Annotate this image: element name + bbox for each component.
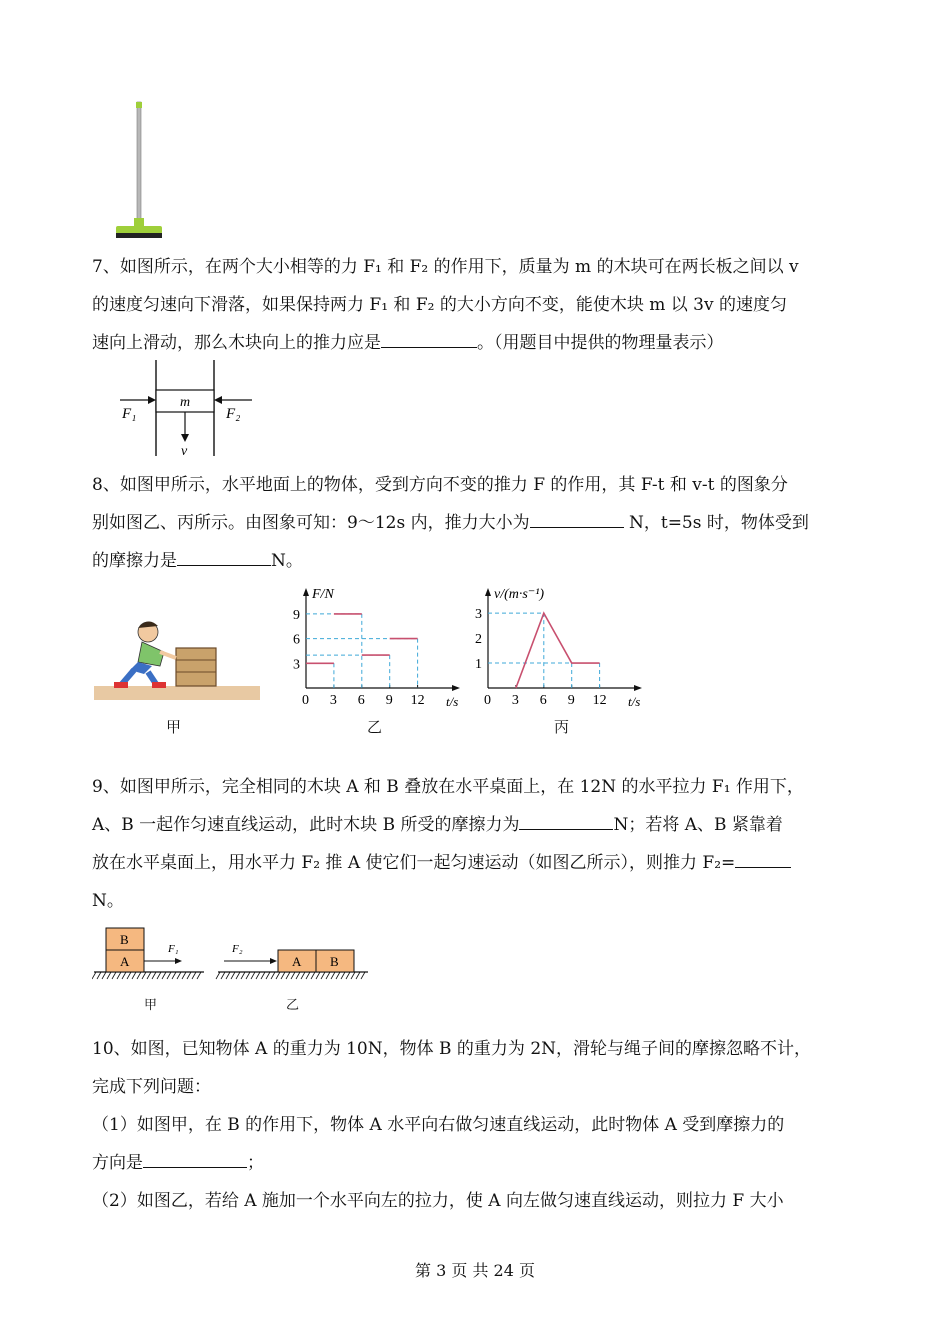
caption-jia: 甲	[144, 998, 158, 1013]
ground-hatch	[182, 972, 186, 979]
ground-hatch	[326, 972, 330, 979]
q10-line: （2）如图乙，若给 A 施加一个水平向左的拉力，使 A 向左做匀速直线运动，则拉力 F 大小	[92, 1191, 784, 1211]
q7-tail: 。（用题目中提供的物理量表示）	[477, 333, 724, 353]
ground-hatch	[241, 972, 245, 979]
y-axis-label: v/(m·s⁻¹)	[494, 587, 545, 602]
q10-line: ；	[247, 1153, 264, 1173]
q10-line: 10、如图，已知物体 A 的重力为 10N，物体 B 的重力为 2N，滑轮与绳子间的摩擦忽略不计，	[92, 1039, 812, 1059]
y-tick-label: 2	[475, 632, 482, 648]
x-tick-label: 9	[567, 693, 575, 708]
q10-line: 完成下列问题：	[92, 1077, 211, 1097]
y-axis-arrow	[485, 588, 491, 596]
ground-hatch	[147, 972, 151, 979]
x-tick-label: 3	[329, 693, 337, 708]
ground-hatch	[122, 972, 126, 979]
block-b-label: B	[330, 954, 339, 969]
q8-line: 8、如图甲所示，水平地面上的物体，受到方向不变的推力 F 的作用，其 F-t 和 v-t 的图象分	[92, 475, 788, 495]
block-b-label: B	[120, 932, 129, 947]
q10-line: 方向是	[92, 1153, 143, 1173]
ground-hatch	[177, 972, 181, 979]
q9-line: 放在水平桌面上，用水平力 F₂ 推 A 使它们一起匀速运动（如图乙所示），则推力 F₂=	[92, 853, 736, 873]
ground-hatch	[361, 972, 365, 979]
ground-hatch	[152, 972, 156, 979]
velocity-line	[516, 613, 600, 688]
ground-hatch	[276, 972, 280, 979]
ground-hatch	[226, 972, 230, 979]
x-tick-label: 0	[484, 693, 491, 708]
question-8	[92, 466, 860, 580]
block-a-label: A	[292, 954, 302, 969]
q7-line: 的速度匀速向下滑落，如果保持两力 F₁ 和 F₂ 的大小方向不变，能使木块 m 以 3v 的速度匀	[92, 295, 787, 315]
q8-line: 的摩擦力是	[92, 551, 177, 571]
ground-hatch	[261, 972, 265, 979]
x-axis-arrow	[452, 685, 460, 691]
q9-figure	[92, 924, 382, 988]
q8-line: N，t=5s 时，物体受到	[623, 513, 809, 533]
q7-mass-label: m	[180, 395, 191, 410]
q8-line: 别如图乙、丙所示。由图象可知：9～12s 内，推力大小为	[92, 513, 530, 533]
q8-pushing-illustration	[94, 608, 260, 702]
q7-f1-label: F₁	[122, 406, 137, 422]
y-axis-label: F/N	[312, 587, 334, 602]
answer-blank[interactable]	[530, 505, 624, 528]
broom-image	[110, 100, 170, 242]
vt-chart	[470, 582, 650, 712]
ground-hatch	[291, 972, 295, 979]
ground-hatch	[117, 972, 121, 979]
f1-label: F₁	[168, 943, 179, 955]
x-tick-label: 0	[302, 693, 309, 708]
y-tick-label: 6	[293, 632, 300, 648]
q8-line: N。	[271, 551, 303, 571]
ground-hatch	[281, 972, 285, 979]
ground-hatch	[316, 972, 320, 979]
caption-bing: 丙	[554, 718, 570, 736]
y-tick-label: 1	[475, 657, 482, 673]
answer-blank[interactable]	[177, 543, 271, 566]
f2-label: F₂	[232, 943, 243, 955]
ground-hatch	[216, 972, 220, 979]
ground-hatch	[356, 972, 360, 979]
answer-blank[interactable]	[381, 325, 477, 348]
ft-chart	[288, 582, 468, 712]
y-axis-arrow	[303, 588, 309, 596]
caption-yi: 乙	[286, 998, 300, 1013]
q9-line: 9、如图甲所示，完全相同的木块 A 和 B 叠放在水平桌面上，在 12N 的水平拉力 F₁ 作用下，	[92, 777, 804, 797]
ground-hatch	[97, 972, 101, 979]
ground-hatch	[286, 972, 290, 979]
ground-hatch	[341, 972, 345, 979]
ground-hatch	[127, 972, 131, 979]
ground-hatch	[187, 972, 191, 979]
ground-hatch	[102, 972, 106, 979]
ground-hatch	[236, 972, 240, 979]
ground-hatch	[157, 972, 161, 979]
y-tick-label: 3	[293, 657, 300, 673]
answer-blank[interactable]	[143, 1145, 247, 1168]
answer-blank[interactable]	[735, 845, 791, 868]
q9-line: A、B 一起作匀速直线运动，此时木块 B 所受的摩擦力为	[92, 815, 520, 835]
ground-hatch	[167, 972, 171, 979]
q7-line: 7、如图所示，在两个大小相等的力 F₁ 和 F₂ 的作用下，质量为 m 的木块可在两长板之间以 v	[92, 257, 799, 277]
ground-hatch	[221, 972, 225, 979]
ground-hatch	[92, 972, 96, 979]
q9-line: N。	[92, 891, 124, 911]
ground-hatch	[346, 972, 350, 979]
ground-hatch	[142, 972, 146, 979]
q7-line: 速向上滑动，那么木块向上的推力应是	[92, 333, 381, 353]
ground-hatch	[266, 972, 270, 979]
x-tick-label: 6	[539, 693, 547, 708]
x-axis-label: t/s	[628, 694, 641, 709]
ground-hatch	[331, 972, 335, 979]
ground-hatch	[246, 972, 250, 979]
caption-jia: 甲	[166, 718, 182, 736]
ground-hatch	[301, 972, 305, 979]
ground-hatch	[192, 972, 196, 979]
ground-hatch	[172, 972, 176, 979]
ground-hatch	[311, 972, 315, 979]
answer-blank[interactable]	[519, 807, 613, 830]
q10-line: （1）如图甲，在 B 的作用下，物体 A 水平向右做匀速直线运动，此时物体 A 受到摩擦力的	[92, 1115, 785, 1135]
q9-line: N；若将 A、B 紧靠着	[613, 815, 783, 835]
ground-hatch	[162, 972, 166, 979]
y-tick-label: 3	[475, 607, 482, 623]
x-tick-label: 6	[357, 693, 365, 708]
ground-hatch	[271, 972, 275, 979]
x-axis-arrow	[634, 685, 642, 691]
ground-hatch	[107, 972, 111, 979]
q7-f2-label: F₂	[226, 406, 241, 422]
ground-hatch	[231, 972, 235, 979]
caption-yi: 乙	[367, 718, 383, 736]
ground-hatch	[351, 972, 355, 979]
y-tick-label: 9	[293, 607, 300, 623]
ground-hatch	[256, 972, 260, 979]
q7-figure	[112, 356, 262, 458]
ground-hatch	[336, 972, 340, 979]
block-a-label: A	[120, 954, 130, 969]
q7-v-label: v	[181, 444, 188, 458]
ground-hatch	[112, 972, 116, 979]
x-tick-label: 12	[410, 693, 425, 708]
ground-hatch	[137, 972, 141, 979]
page-footer: 第 3 页 共 24 页	[415, 1261, 535, 1280]
ground-hatch	[306, 972, 310, 979]
x-tick-label: 9	[385, 693, 393, 708]
x-axis-label: t/s	[446, 694, 459, 709]
x-tick-label: 3	[511, 693, 519, 708]
question-10	[92, 1030, 860, 1220]
ground-hatch	[296, 972, 300, 979]
ground-hatch	[197, 972, 201, 979]
ground-hatch	[132, 972, 136, 979]
x-tick-label: 12	[592, 693, 607, 708]
ground-hatch	[321, 972, 325, 979]
ground-hatch	[251, 972, 255, 979]
question-7	[92, 248, 860, 362]
question-9	[92, 768, 860, 920]
